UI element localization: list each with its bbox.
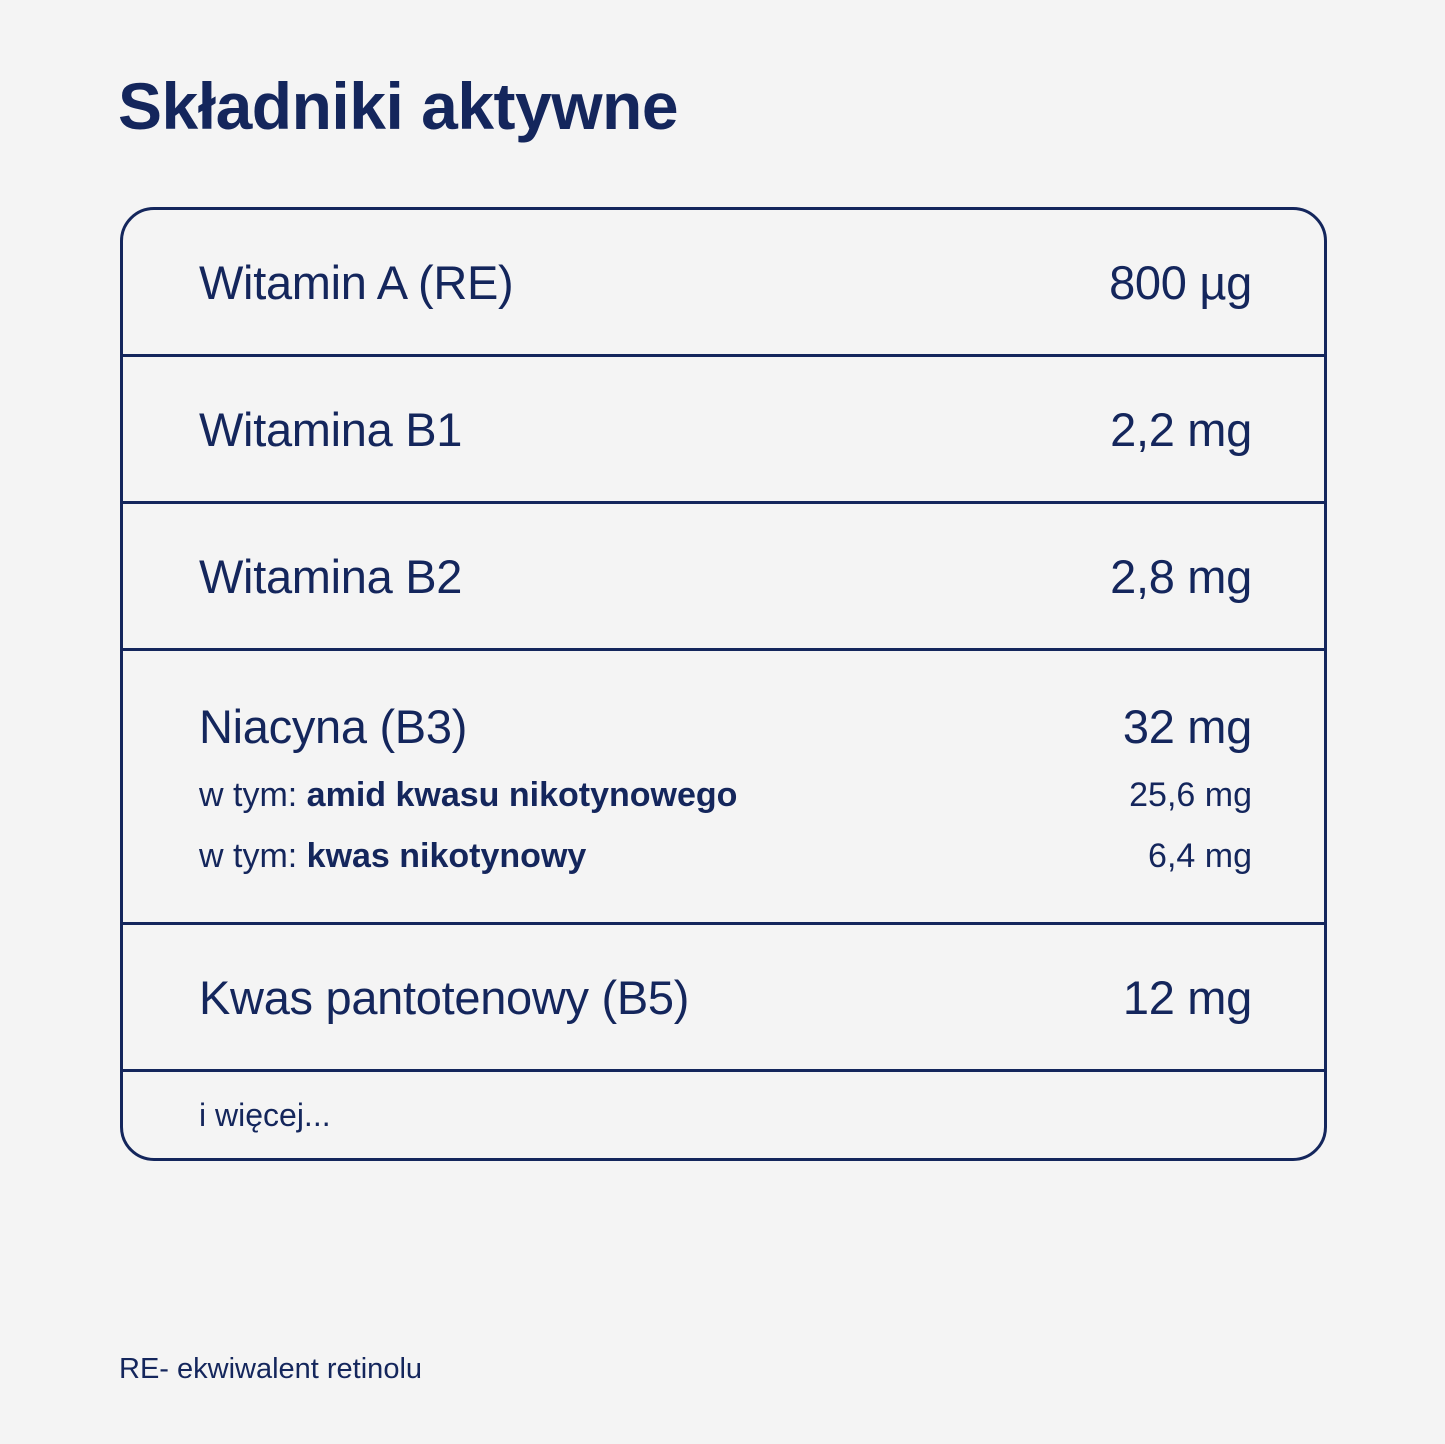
ingredient-amount: 2,8 mg [1110,549,1252,603]
table-row [123,925,1324,1072]
ingredient-name: Witamin A (RE) [199,255,514,309]
ingredient-name: Kwas pantotenowy (B5) [199,970,690,1024]
ingredient-amount: 800 µg [1109,255,1252,309]
more-label: i więcej... [199,1096,331,1133]
ingredient-sub-line [199,776,1252,815]
ingredient-amount: 2,2 mg [1110,402,1252,456]
ingredient-sub-label: kwas nikotynowy [306,837,587,875]
table-row [123,504,1324,651]
ingredient-main-line [199,699,1252,754]
table-row-more [123,1072,1324,1158]
footnote: RE- ekwiwalent retinolu [119,1353,423,1385]
ingredients-table [120,207,1327,1161]
ingredient-sub-amount: 6,4 mg [1148,837,1252,875]
ingredient-amount: 12 mg [1122,970,1252,1024]
table-row [123,210,1324,357]
ingredient-sub-name [199,837,586,876]
ingredient-amount: 32 mg [1122,700,1252,753]
page-title: Składniki aktywne [118,69,679,143]
table-row-group [123,651,1324,925]
ingredient-name: Niacyna (B3) [199,700,468,753]
ingredient-sub-prefix: w tym: [199,837,307,875]
ingredient-sub-line [199,837,1252,876]
ingredient-name: Witamina B2 [199,549,463,603]
ingredient-name: Witamina B1 [199,402,463,456]
table-row [123,357,1324,504]
ingredient-sub-prefix: w tym: [199,776,307,814]
ingredient-sub-name [199,776,737,815]
ingredient-sub-label: amid kwasu nikotynowego [306,776,738,814]
ingredient-sub-amount: 25,6 mg [1129,776,1252,814]
